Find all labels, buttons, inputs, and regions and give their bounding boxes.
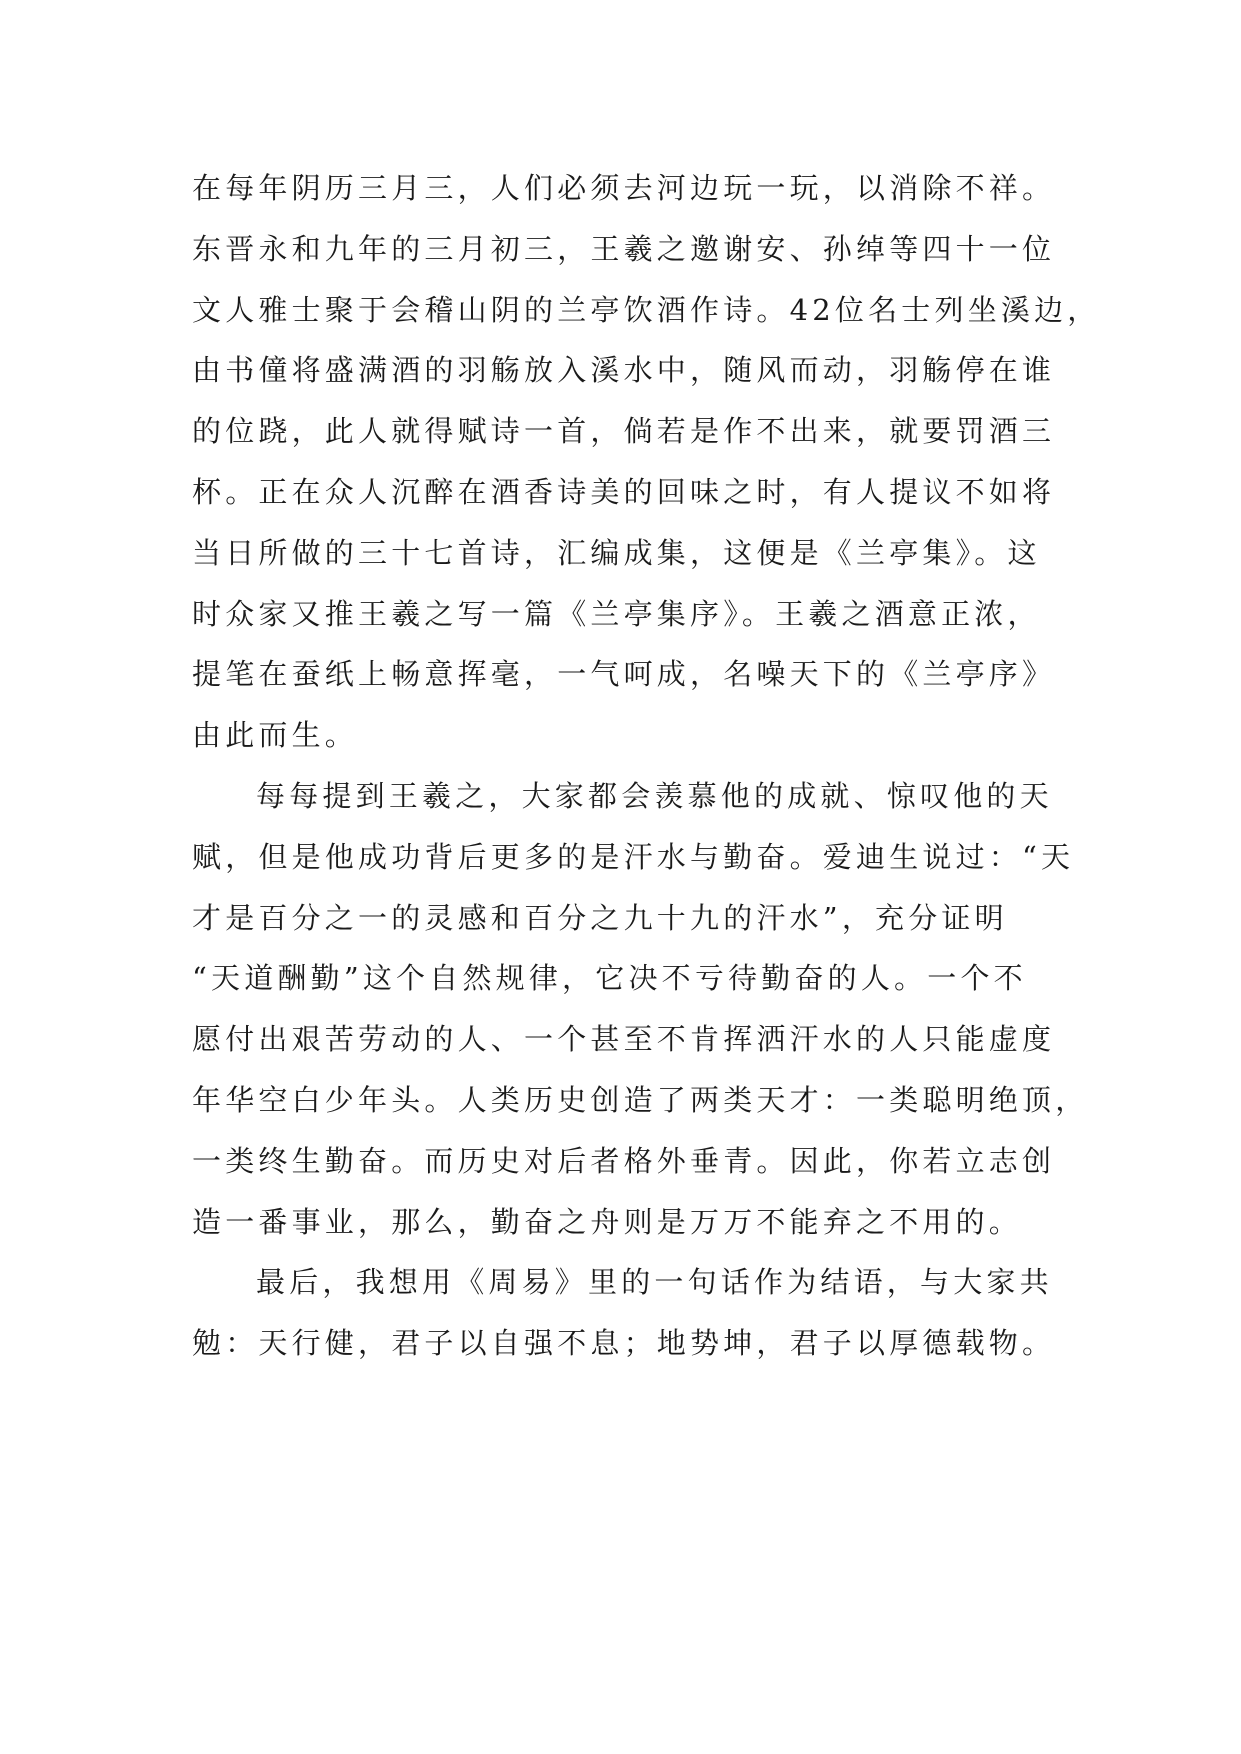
text-line: 杯。正在众人沉醉在酒香诗美的回味之时，有人提议不如将 — [192, 474, 1056, 509]
paragraph-conclusion — [192, 1252, 1092, 1374]
text-line: 年华空白少年头。人类历史创造了两类天才：一类聪明绝顶， — [192, 1082, 1089, 1117]
body-text — [192, 158, 1101, 1374]
text-line: 提笔在蚕纸上畅意挥毫，一气呵成，名噪天下的《兰亭序》 — [192, 657, 1056, 692]
text-line: 的位跷，此人就得赋诗一首，倘若是作不出来，就要罚酒三 — [192, 414, 1056, 449]
text-line: 才是百分之一的灵感和百分之九十九的汗水”，充分证明 — [192, 900, 1008, 935]
text-line: 时众家又推王羲之写一篇《兰亭集序》。王羲之酒意正浓， — [192, 596, 1041, 631]
paragraph-lanting — [192, 158, 1101, 766]
text-line: 在每年阴历三月三，人们必须去河边玩一玩，以消除不祥。 — [192, 171, 1056, 205]
text-line: 勉：天行健，君子以自强不息；地势坤，君子以厚德载物。 — [192, 1326, 1056, 1361]
text-line: “天道酬勤”这个自然规律，它决不亏待勤奋的人。一个不 — [192, 961, 1027, 996]
text-line: 造一番事业，那么，勤奋之舟则是万万不能弃之不用的。 — [192, 1204, 1023, 1239]
text-line: 由此而生。 — [192, 718, 359, 753]
text-line: 由书僮将盛满酒的羽觞放入溪水中，随风而动，羽觞停在谁 — [192, 353, 1056, 388]
text-line-first: 每每提到王羲之，大家都会羡慕他的成就、惊叹他的天 — [256, 778, 1053, 813]
text-line: 愿付出艰苦劳动的人、一个甚至不肯挥洒汗水的人只能虚度 — [192, 1022, 1056, 1057]
text-line: 赋，但是他成功背后更多的是汗水与勤奋。爱迪生说过：“天 — [192, 839, 1075, 874]
text-line: 文人雅士聚于会稽山阴的兰亭饮酒作诗。42位名士列坐溪边， — [192, 292, 1101, 327]
text-line-first: 最后，我想用《周易》里的一句话作为结语，与大家共 — [256, 1265, 1053, 1300]
paragraph-diligence — [192, 766, 1092, 1252]
text-line: 东晋永和九年的三月初三，王羲之邀谢安、孙绰等四十一位 — [192, 231, 1056, 266]
text-line: 一类终生勤奋。而历史对后者格外垂青。因此，你若立志创 — [192, 1143, 1056, 1178]
text-line: 当日所做的三十七首诗，汇编成集，这便是《兰亭集》。这 — [192, 535, 1041, 570]
